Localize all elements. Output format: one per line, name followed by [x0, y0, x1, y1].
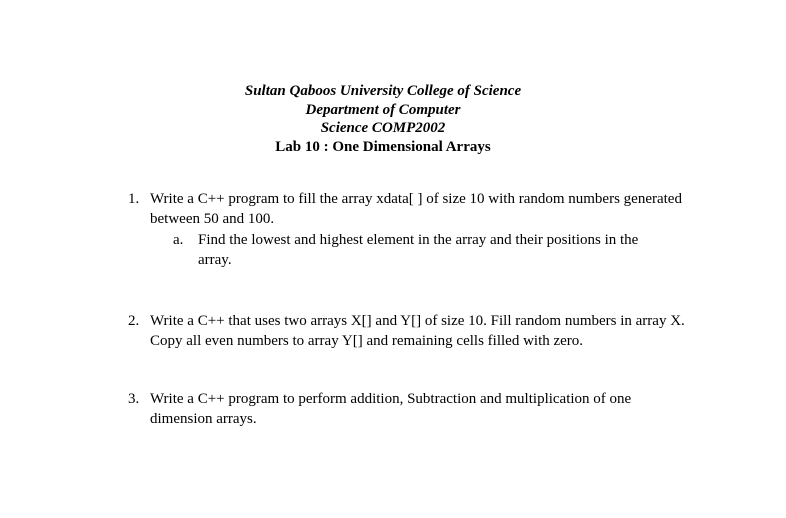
- sub-question-letter: a.: [173, 232, 184, 248]
- question-text: Write a C++ that uses two arrays X[] and Y[] of size 10. Fill random numbers in array X. Copy all even numbers to array Y[] and remaining cells filled with zero.: [150, 313, 685, 349]
- question-text: Write a C++ program to perform addition, Subtraction and multiplication of one dimension arrays.: [150, 391, 632, 427]
- lab-title: Lab 10 : One Dimensional Arrays: [275, 138, 491, 155]
- sub-question-text: Find the lowest and highest element in the array and their positions in the array.: [198, 232, 639, 268]
- course-line: Science COMP2002: [320, 120, 446, 136]
- question-text: Write a C++ program to fill the array xdata[ ] of size 10 with random numbers generated between 50 and 100.: [150, 191, 682, 227]
- question-2: [128, 311, 688, 351]
- question-number: 1.: [128, 191, 140, 207]
- sub-question-a: [173, 230, 673, 270]
- question-3: [128, 389, 688, 429]
- question-number: 3.: [128, 391, 140, 407]
- university-line: Sultan Qaboos University College of Science: [244, 83, 522, 99]
- department-line: Department of Computer: [305, 101, 461, 118]
- question-1: [128, 189, 688, 270]
- question-number: 2.: [128, 313, 140, 329]
- document-header: [0, 82, 786, 156]
